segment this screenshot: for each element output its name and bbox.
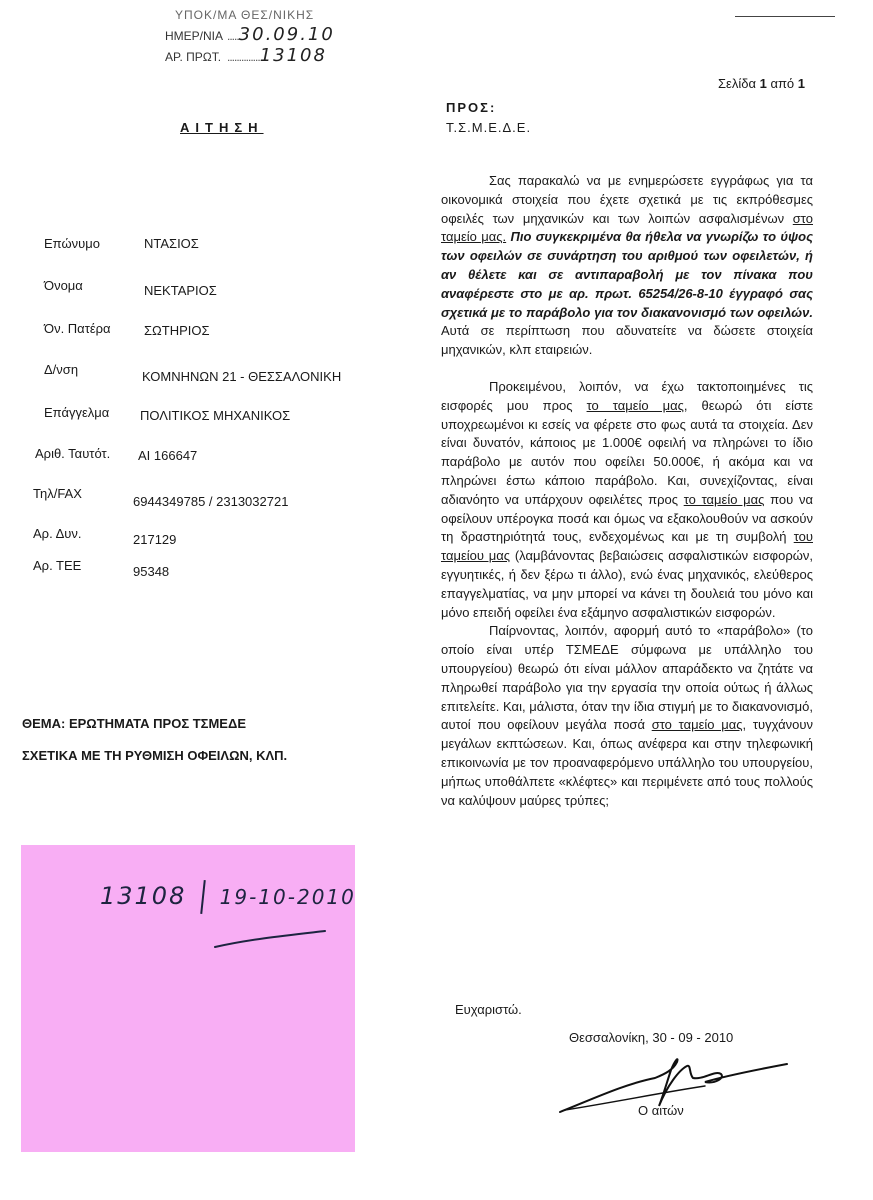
field-value-tee: 95348 — [133, 564, 170, 579]
sticky-underline — [210, 925, 330, 955]
stamp-date-label: ΗΜΕΡ/ΝΙΑ — [165, 29, 224, 43]
text-run: στο ταμείο μας. — [441, 210, 813, 245]
text-run: Παίρνοντας, λοιπόν, αφορμή αυτό το «παράβολο» (το οποίο είναι υπέρ ΤΣΜΕΔΕ σύμφωνα με υπάλληλο του υπουργείου) θεωρώ ότι είναι μάλλον απαράδεκτο να ζητάτε να πληρωθεί παράβολο για την εργασία την οποία ούτως ή άλλως επιτελείτε. Και, μάλιστα, όταν την ίδια στιγμή με το διακανονισμό, αυτοί που οφείλουν μεγάλα ποσά — [441, 623, 813, 733]
text-run: Σας παρακαλώ να με ενημερώσετε εγγράφως για τα οικονομικά στοιχεία που έχετε σχετικά με τις εκπρόθεσμες οφειλές των μηχανικών και των λοιπών ασφαλισμένων — [441, 173, 813, 226]
place-and-date: Θεσσαλονίκη, 30 - 09 - 2010 — [569, 1030, 734, 1045]
text-run: , θεωρώ ότι είστε υποχρεωμένοι κι εσείς να φέρετε στο φως αυτά τα στοιχεία. Δεν είναι δυνατόν, κάποιος με 1.000€ οφειλή να πληρώνει το ίδιο παράβολο με αυτόν που οφείλει 50.000€, ή ακόμα και να πληρώνει έστω κάποιο παράβολο. Και, συνεχίζοντας, είναι αδιανόητο να υπάρχουν οφειλέτες προς — [441, 397, 814, 507]
text-run: το ταμείο μας — [683, 491, 765, 507]
recipient-label: ΠΡΟΣ: — [446, 100, 497, 115]
field-label-reg-num: Αρ. Δυν. — [33, 526, 82, 541]
field-label-surname: Επώνυμο — [44, 236, 100, 251]
letter-closing: Ευχαριστώ. — [455, 1002, 522, 1017]
letter-paragraph-1 — [441, 172, 813, 360]
text-run: Αυτά σε περίπτωση που αδυνατείτε να δώσετε στοιχεία μηχανικών, κλπ εταιρειών. — [441, 323, 813, 358]
sticky-date: 19-10-2010 — [219, 885, 356, 909]
field-value-address: ΚΟΜΝΗΝΩΝ 21 - ΘΕΣΣΑΛΟΝΙΚΗ — [142, 369, 342, 384]
text-run: το ταμείο μας — [586, 397, 684, 413]
text-run: Προκειμένου, λοιπόν, να έχω τακτοποιημένες τις εισφορές μου προς — [441, 378, 813, 413]
stamp-protocol-row: ΑΡ. ΠΡΩΤ. ..............13108 — [165, 45, 327, 66]
text-run: του ταμείου μας — [441, 529, 813, 564]
document-title: ΑΙΤΗΣΗ — [180, 120, 264, 135]
subject-line-2: ΣΧΕΤΙΚΑ ΜΕ ΤΗ ΡΥΘΜΙΣΗ ΟΦΕΙΛΩΝ, ΚΛΠ. — [22, 748, 288, 763]
field-value-id: ΑΙ 166647 — [138, 448, 198, 463]
field-value-name: ΝΕΚΤΑΡΙΟΣ — [144, 283, 217, 298]
stamp-protocol-label: ΑΡ. ΠΡΩΤ. — [165, 50, 222, 64]
subject-line-1: ΘΕΜΑ: ΕΡΩΤΗΜΑΤΑ ΠΡΟΣ ΤΣΜΕΔΕ — [22, 716, 246, 731]
page-prefix: Σελίδα — [718, 76, 760, 91]
stamp-date-value: 30.09.10 — [238, 24, 335, 45]
text-run: , τυγχάνουν μεγάλων εκπτώσεων. Και, όπως ανέφερα και στην τηλεφωνική επικοινωνία με τον προαναφερόμενο υπάλληλο του υπουργείου, μήπως υποθάλπετε «κλέφτες» και περιμένετε από τους πολλούς να καλύψουν μαύρες τρύπες; — [441, 717, 813, 808]
letter-body — [441, 172, 813, 810]
field-value-father: ΣΩΤΗΡΙΟΣ — [144, 323, 210, 338]
field-value-reg-num: 217129 — [133, 532, 177, 547]
text-run: στο ταμείο μας — [651, 717, 743, 733]
sticky-note-text — [100, 880, 356, 914]
page-middle: από — [766, 76, 798, 91]
field-value-surname: ΝΤΑΣΙΟΣ — [144, 236, 199, 251]
page-total: 1 — [797, 76, 806, 91]
letter-paragraph-2 — [441, 378, 813, 622]
field-label-name: Όνομα — [44, 278, 83, 293]
page-current: 1 — [759, 76, 767, 91]
field-label-profession: Επάγγελμα — [44, 405, 110, 420]
field-label-id: Αριθ. Ταυτότ. — [35, 446, 111, 461]
recipient-value: Τ.Σ.Μ.Ε.Δ.Ε. — [446, 120, 532, 135]
received-stamp — [165, 6, 335, 67]
page-indicator — [718, 76, 805, 91]
field-label-phone: Τηλ/FAX — [33, 486, 82, 501]
top-rule — [735, 16, 835, 17]
field-value-profession: ΠΟΛΙΤΙΚΟΣ ΜΗΧΑΝΙΚΟΣ — [140, 408, 291, 423]
letter-paragraph-3 — [441, 622, 813, 810]
field-label-tee: Αρ. ΤΕΕ — [33, 558, 82, 573]
stamp-protocol-value: 13108 — [259, 45, 327, 66]
text-run: που να οφείλουν υπέρογκα ποσά και όμως να εξακολουθούν να ασκούν τη δραστηριότητά τους, ενδεχομένως και με τη συμβολή — [441, 491, 813, 545]
sticky-divider — [200, 880, 206, 914]
field-value-phone: 6944349785 / 2313032721 — [133, 494, 289, 509]
signer-label: Ο αιτών — [638, 1103, 684, 1118]
text-run: Πιο συγκεκριμένα θα ήθελα να γνωρίζω το ύψος των οφειλών σε συνάρτηση του αριθμού των οφειλετών, ή αν θέλετε και σε αντιπαραβολή με τον πίνακα που αναφέρεστε στο με αρ. πρωτ. 65254/26-8-10 έγγραφό σας σχετικά με το παράβολο για τον διακανονισμό των οφειλών. — [441, 229, 813, 320]
stamp-date-row: ΗΜΕΡ/ΝΙΑ .....30.09.10 — [165, 24, 335, 45]
text-run: (λαμβάνοντας βεβαιώσεις ασφαλιστικών εισφορών, εγγυητικές, ή δεν ξέρω τι άλλο), ενώ ένας μηχανικός, ελεύθερος επαγγελματίας, να μην μπορεί να κάνει τη δουλειά του μόνο και μόνο επειδή οφείλει ένα εξάμηνο ασφαλιστικών εισφορών. — [441, 548, 813, 620]
stamp-authority: ΥΠΟΚ/ΜΑ ΘΕΣ/ΝΙΚΗΣ — [175, 8, 315, 22]
field-label-address: Δ/νση — [44, 362, 79, 377]
sticky-protocol: 13108 — [100, 882, 187, 910]
field-label-father: Όν. Πατέρα — [44, 321, 111, 336]
